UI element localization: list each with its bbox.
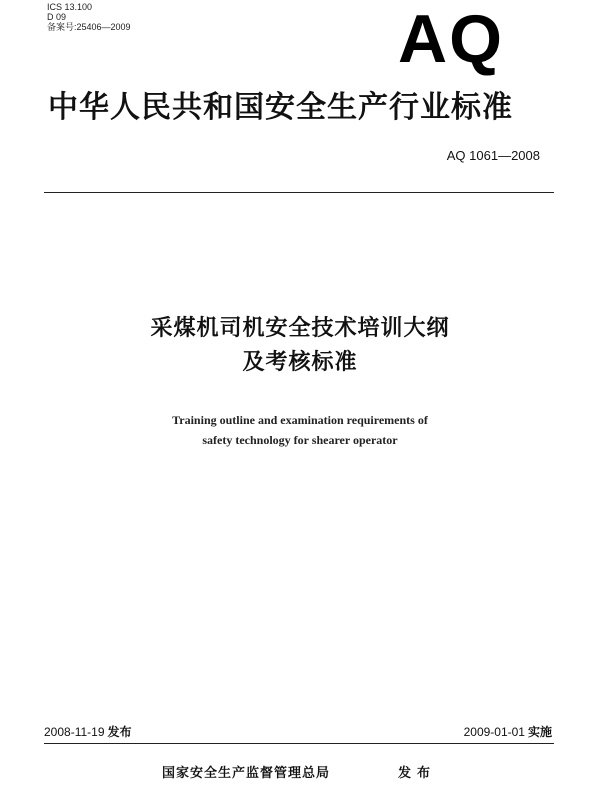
- english-title-line-2: safety technology for shearer operator: [202, 433, 398, 447]
- aq-logo: AQ: [398, 1, 504, 77]
- issue-date-block: [44, 724, 132, 740]
- ics-code: ICS 13.100: [47, 2, 93, 12]
- document-metadata: [47, 2, 131, 32]
- implementation-date-block: [464, 724, 552, 740]
- issue-label: 发布: [107, 725, 132, 739]
- implementation-date: 2009-01-01: [463, 725, 525, 739]
- footer-divider: [44, 743, 554, 744]
- chinese-title-line-2: 及考核标准: [242, 350, 358, 375]
- standard-number: AQ 1061—2008: [446, 148, 540, 163]
- chinese-title: [0, 312, 600, 380]
- issuing-action: 发布: [398, 766, 437, 781]
- english-title: [0, 410, 600, 450]
- ccs-code: D 09: [47, 12, 67, 22]
- standard-category-title: 中华人民共和国安全生产行业标准: [48, 90, 513, 125]
- issue-date: 2008-11-19: [44, 725, 105, 739]
- implementation-label: 实施: [527, 725, 552, 739]
- header-divider: [44, 192, 554, 193]
- english-title-line-1: Training outline and examination requirements of: [172, 413, 428, 427]
- chinese-title-line-1: 采煤机司机安全技术培训大纲: [150, 316, 450, 341]
- issuing-authority: 国家安全生产监督管理总局: [162, 766, 331, 781]
- record-number: 备案号:25406—2009: [47, 22, 131, 32]
